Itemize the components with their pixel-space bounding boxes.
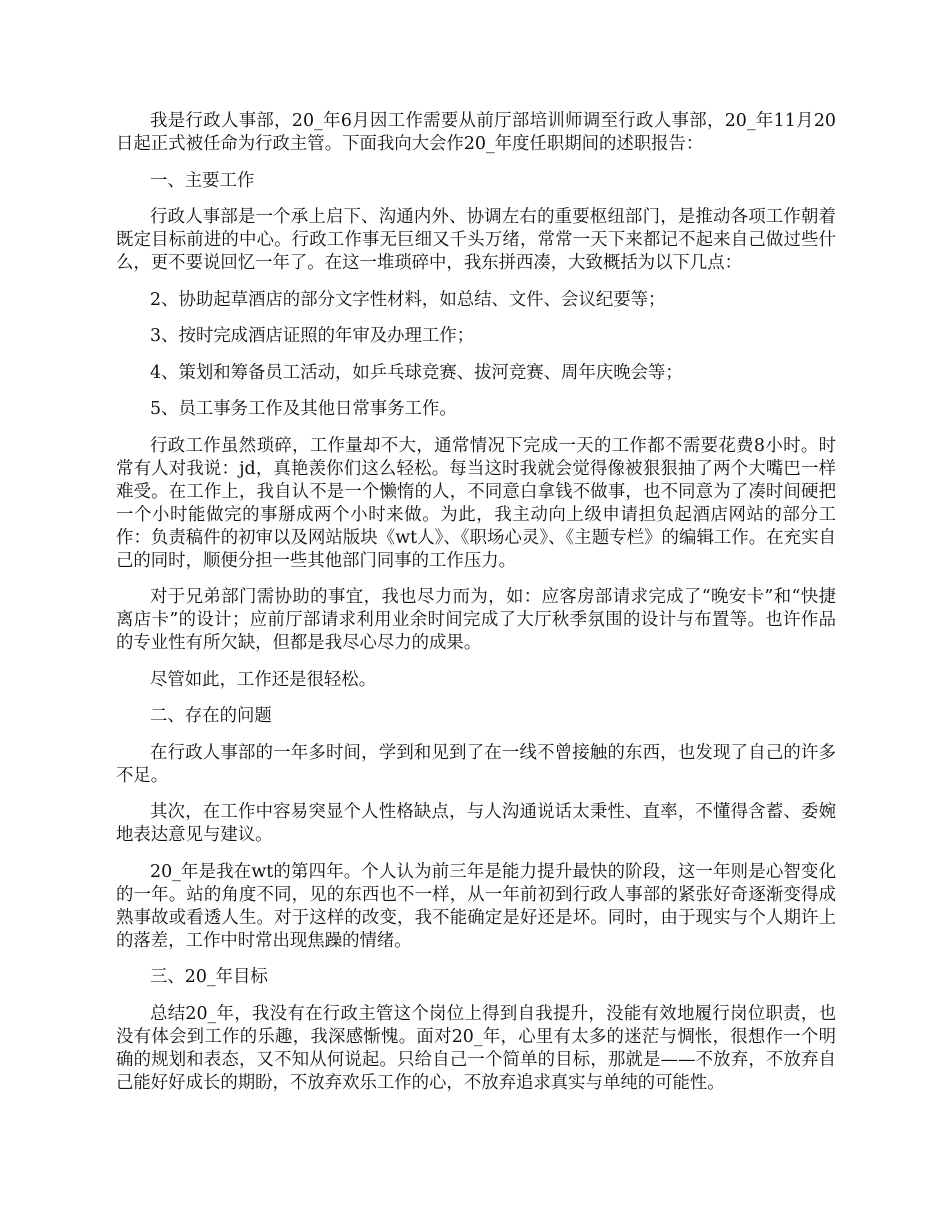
paragraph-assistance: 对于兄弟部门需协助的事宜，我也尽力而为，如：应客房部请求完成了“晚安卡”和“快捷离店卡”的设计；应前厅部请求利用业余时间完成了大厅秋季氛围的设计与布置等。也许作品的专业性有所欠缺，但都是我尽心尽力的成果。 [116, 587, 836, 653]
paragraph-department-role: 行政人事部是一个承上启下、沟通内外、协调左右的重要枢纽部门，是推动各项工作朝着既定目标前进的中心。行政工作事无巨细又千头万绪，常常一天下来都记不起来自己做过些什么，更不要说回忆一年了。在这一堆琐碎中，我东拼西凑，大致概括为以下几点： [116, 207, 836, 273]
list-item: 4、策划和筹备员工活动，如乒乓球竞赛、拔河竞赛、周年庆晚会等； [150, 362, 683, 383]
paragraph-shortcomings: 在行政人事部的一年多时间，学到和见到了在一线不曾接触的东西，也发现了自己的许多不足。 [116, 742, 836, 786]
section-heading-problems: 二、存在的问题 [150, 706, 272, 726]
paragraph-intro: 我是行政人事部，20_年6月因工作需要从前厅部培训师调至行政人事部，20_年11月20日起正式被任命为行政主管。下面我向大会作20_年度任职期间的述职报告： [116, 111, 836, 154]
section-heading-main-work: 一、主要工作 [150, 170, 255, 191]
list-item: 2、协助起草酒店的部分文字性材料，如总结、文件、会议纪要等； [150, 289, 666, 310]
document-page [116, 110, 836, 1108]
paragraph-easy-work: 尽管如此，工作还是很轻松。 [150, 669, 377, 690]
section-heading-goals: 三、20_年目标 [150, 967, 268, 987]
paragraph-workload: 行政工作虽然琐碎，工作量却不大，通常情况下完成一天的工作都不需要花费8小时。时常有人对我说：jd，真艳羡你们这么轻松。每当这时我就会觉得像被狠狠抽了两个大嘴巴一样难受。在工作上，我自认不是一个懒惰的人，不同意白拿钱不做事，也不同意为了凑时间硬把一个小时能做完的事掰成两个小时来做。为此，我主动向上级申请担负起酒店网站的部分工作：负责稿件的初审以及网站版块《wt人》、《职场心灵》、《主题专栏》的编辑工作。在充实自己的同时，顺便分担一些其他部门同事的工作压力。 [116, 435, 836, 571]
paragraph-personality: 其次，在工作中容易突显个人性格缺点，与人沟通说话太秉性、直率，不懂得含蓄、委婉地表达意见与建议。 [116, 802, 836, 845]
list-item: 3、按时完成酒店证照的年审及办理工作； [150, 326, 475, 346]
list-item: 5、员工事务工作及其他日常事务工作。 [150, 399, 457, 419]
paragraph-fourth-year: 20_年是我在wt的第四年。个人认为前三年是能力提升最快的阶段，这一年则是心智变化的一年。站的角度不同，见的东西也不一样，从一年前初到行政人事部的紧张好奇逐渐变得成熟事故或看透人生。对于这样的改变，我不能确定是好还是坏。同时，由于现实与个人期许上的落差，工作中时常出现焦躁的情绪。 [116, 861, 836, 951]
paragraph-goals: 总结20_年，我没有在行政主管这个岗位上得到自我提升，没能有效地履行岗位职责，也没有体会到工作的乐趣，我深感惭愧。面对20_年，心里有太多的迷茫与惆怅，很想作一个明确的规划和表态，又不知从何说起。只给自己一个简单的目标，那就是——不放弃，不放弃自己能好好成长的期盼，不放弃欢乐工作的心，不放弃追求真实与单纯的可能性。 [116, 1003, 836, 1093]
